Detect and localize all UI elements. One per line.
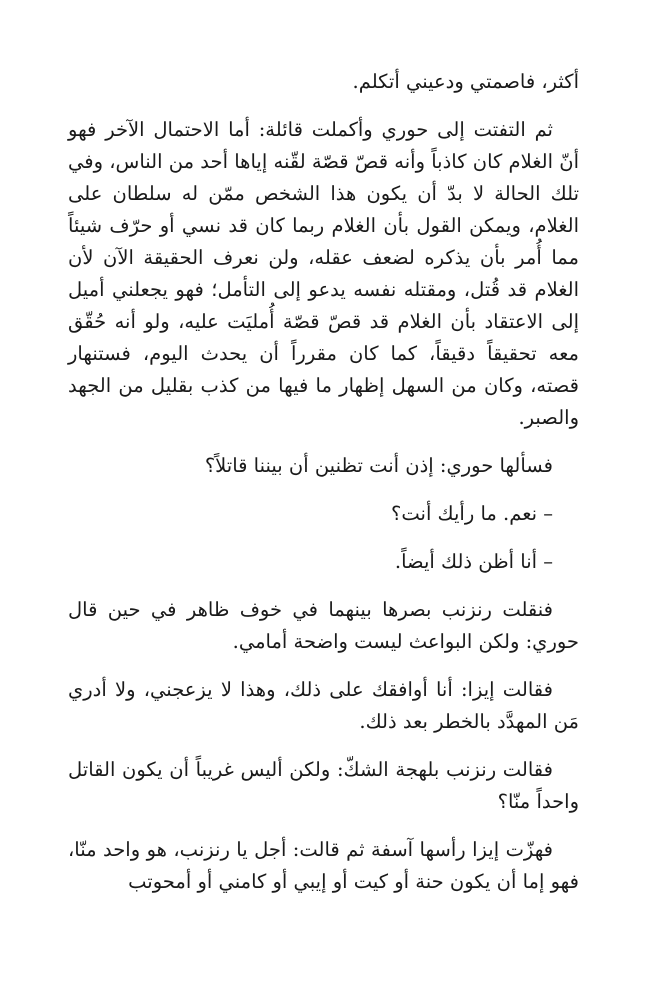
paragraph-1: أكثر، فاصمتي ودعيني أتكلم. [352, 70, 579, 93]
paragraph-6: فنقلت رنزنب بصرها بينهما في خوف ظاهر في حين قال حوري: ولكن البواعث ليست واضحة أمامي. [68, 598, 579, 653]
paragraph-3: فسألها حوري: إذن أنت تظنين أن بيننا قاتلاً؟ [204, 454, 553, 477]
paragraph-8: فقالت رنزنب بلهجة الشكّ: ولكن أليس غريباً أن يكون القاتل واحداً منّا؟ [68, 758, 579, 813]
paragraph-5: – أنا أظن ذلك أيضاً. [394, 550, 553, 573]
paragraph-9: فهزّت إيزا رأسها آسفة ثم قالت: أجل يا رنزنب، هو واحد منّا، فهو إما أن يكون حنة أو كيت أو إيبي أو كامني أو أمحوتب [68, 838, 579, 893]
paragraph-2: ثم التفتت إلى حوري وأكملت قائلة: أما الاحتمال الآخر فهو أنّ الغلام كان كاذباً وأنه قصّ قصّة لقّنه إياها أحد من الناس، وفي تلك الحالة لا بدّ أن يكون هذا الشخص ممّن له سلطان على الغلام، ويمكن القول بأن الغلام ربما كان قد نسي أو حرّف شيئاً مما أُمر بأن يذكره لضعف عقله، ولن نعرف الحقيقة الآن لأن الغلام قد قُتل، ومقتله نفسه يدعو إلى التأمل؛ فهو يجعلني أميل إلى الاعتقاد بأن الغلام قد قصّ قصّة أُمليَت عليه، ولو أنه حُقّق معه تحقيقاً دقيقاً، كما كان مقرراً أن يحدث اليوم، فستنهار قصته، وكان من السهل إظهار ما فيها من كذب بقليل من الجهد والصبر. [68, 118, 579, 429]
paragraph-4: – نعم. ما رأيك أنت؟ [391, 502, 553, 525]
paragraph-7: فقالت إيزا: أنا أوافقك على ذلك، وهذا لا يزعجني، ولا أدري مَن المهدَّد بالخطر بعد ذلك. [68, 678, 579, 733]
